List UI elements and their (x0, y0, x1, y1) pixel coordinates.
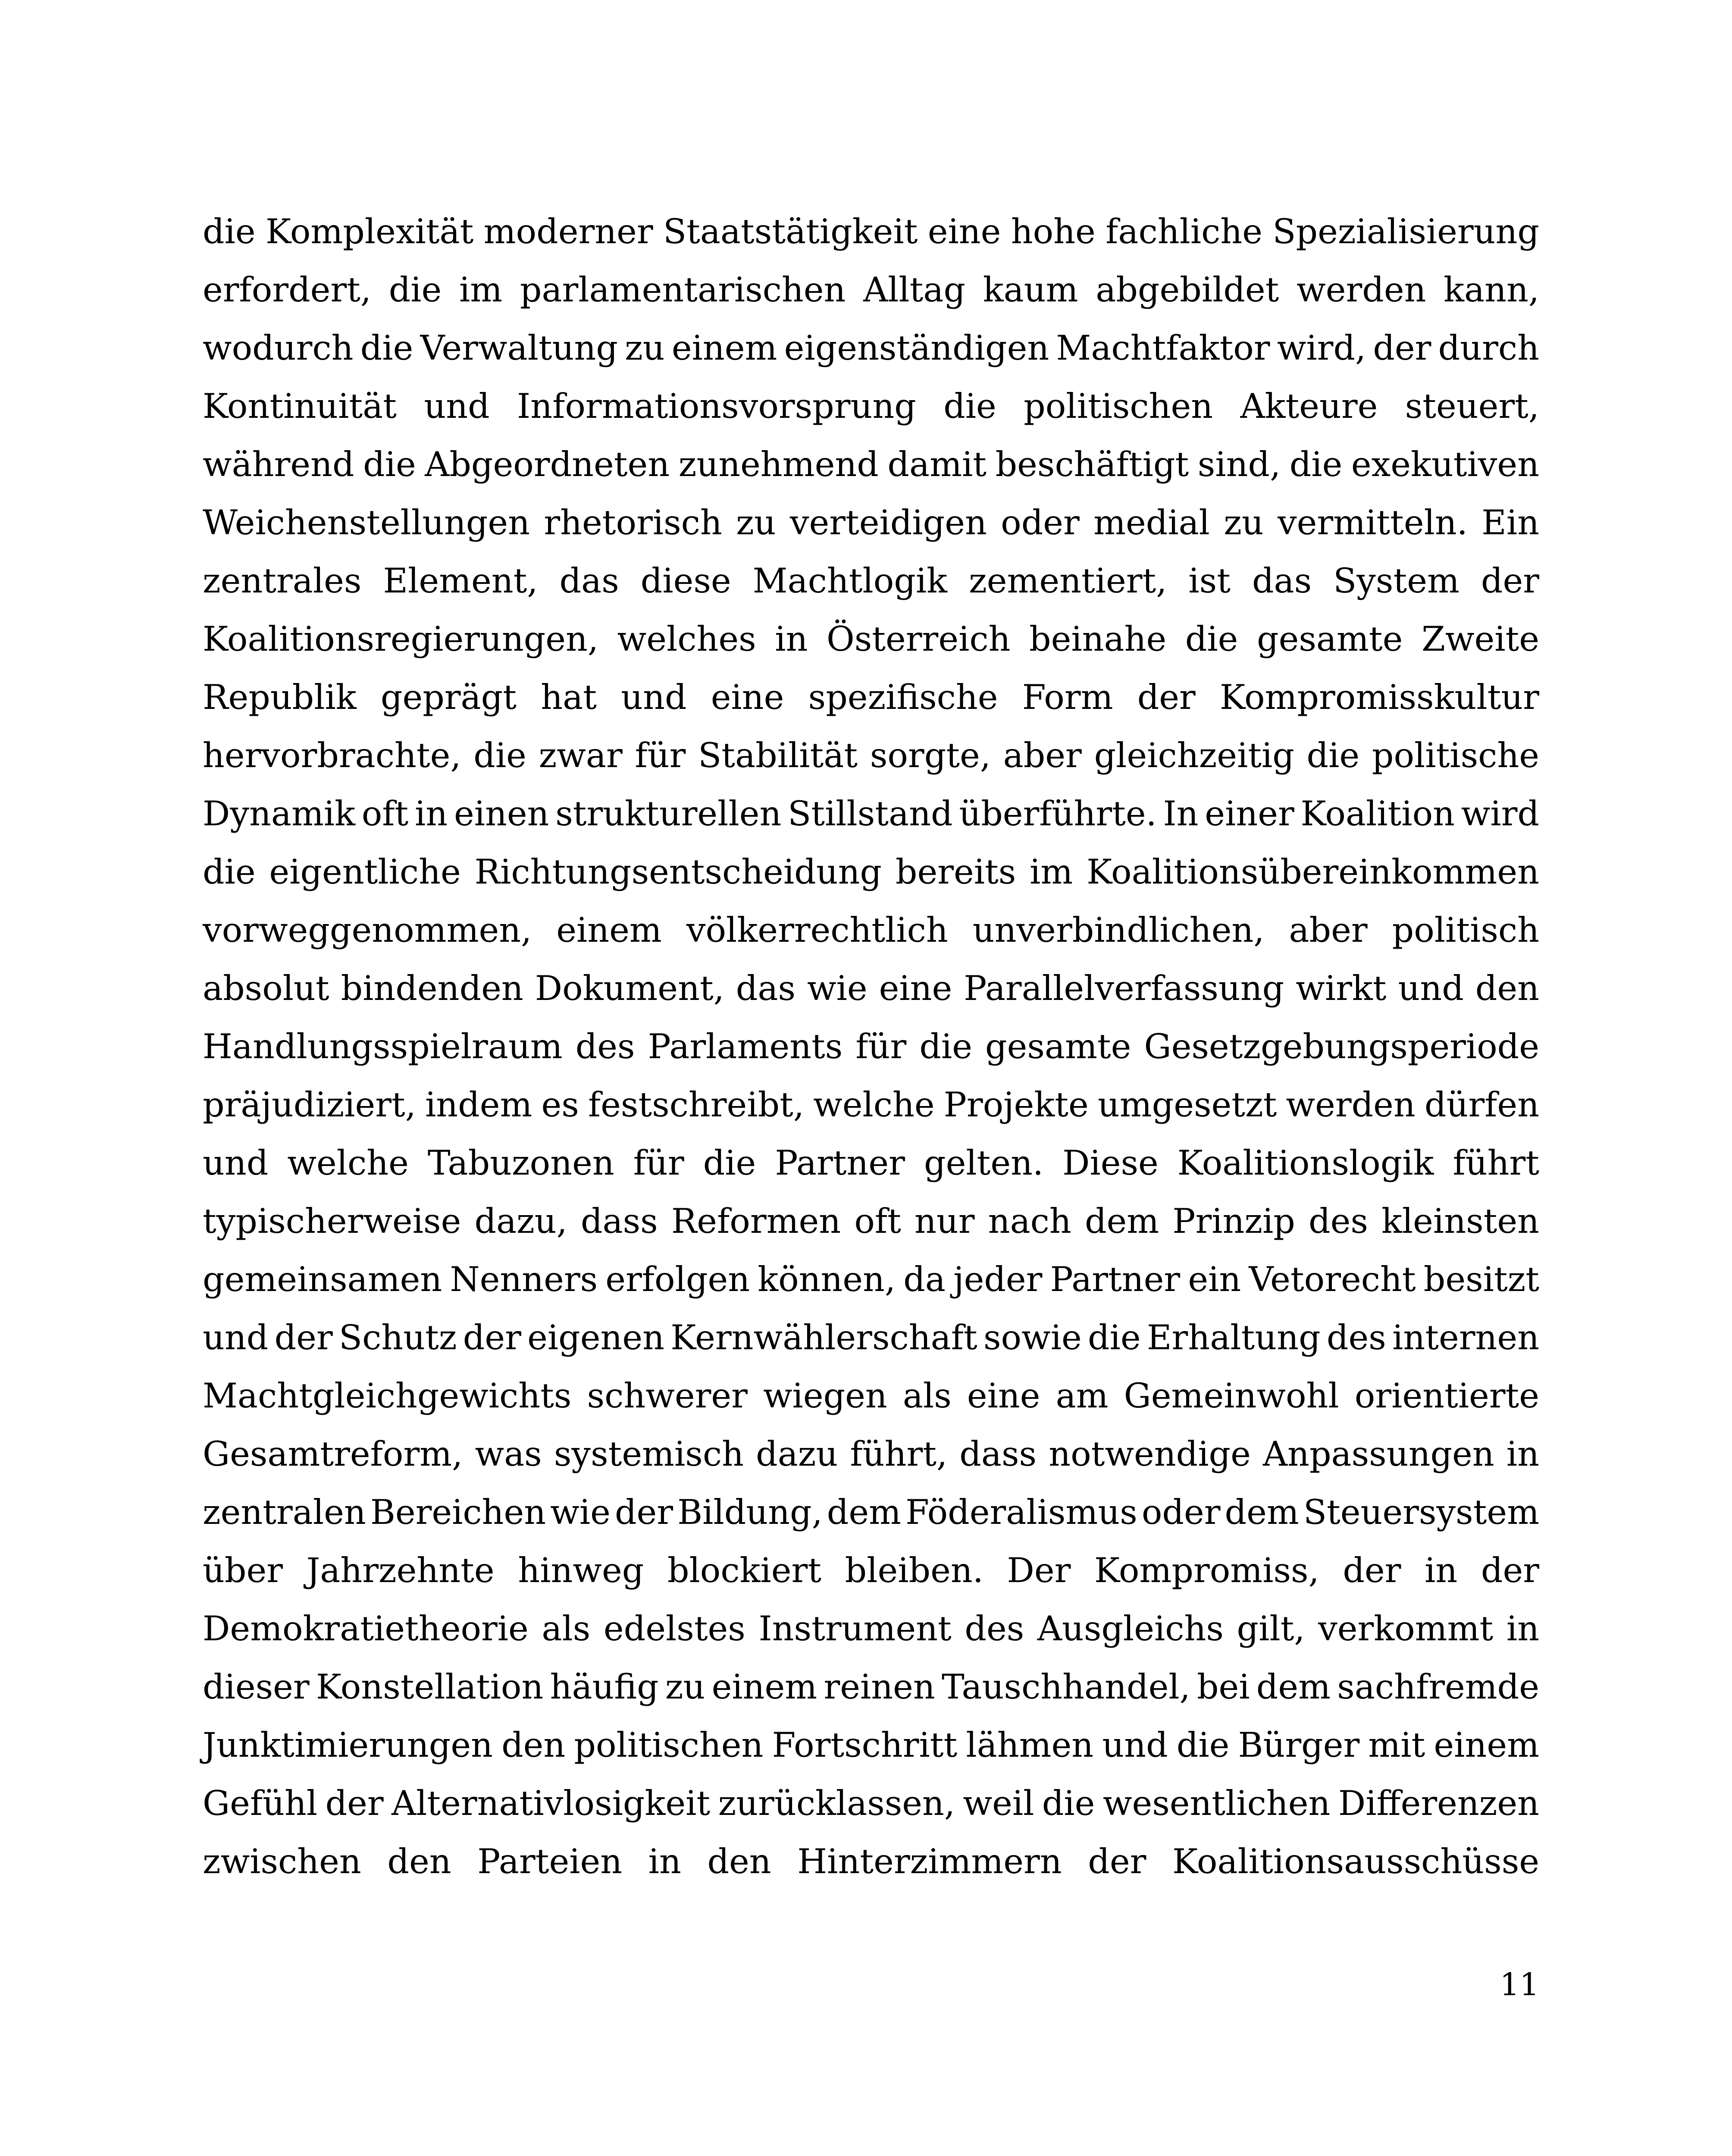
text-line: Republik geprägt hat und eine spezifische Form der Kompromisskultur (203, 677, 1539, 717)
text-line: zentralen Bereichen wie der Bildung, dem Föderalismus oder dem Steuersystem (203, 1492, 1539, 1532)
text-line: präjudiziert, indem es festschreibt, welche Projekte umgesetzt werden dürfen (203, 1085, 1539, 1125)
text-line: die eigentliche Richtungsentscheidung bereits im Koalitionsübereinkommen (203, 852, 1539, 892)
text-line: zentrales Element, das diese Machtlogik zementiert, ist das System der (203, 561, 1539, 601)
text-line: vorweggenommen, einem völkerrechtlich unverbindlichen, aber politisch (203, 910, 1539, 950)
text-line: erfordert, die im parlamentarischen Alltag kaum abgebildet werden kann, (203, 270, 1539, 310)
text-line: dieser Konstellation häufig zu einem reinen Tauschhandel, bei dem sachfremde (203, 1667, 1539, 1707)
text-line: hervorbrachte, die zwar für Stabilität sorgte, aber gleichzeitig die politische (203, 736, 1539, 775)
text-line: Gesamtreform, was systemisch dazu führt, dass notwendige Anpassungen in (203, 1434, 1539, 1474)
text-line: Koalitionsregierungen, welches in Österreich beinahe die gesamte Zweite (203, 619, 1539, 659)
text-line: und der Schutz der eigenen Kernwählerschaft sowie die Erhaltung des internen (203, 1318, 1539, 1357)
text-line: zwischen den Parteien in den Hinterzimmern der Koalitionsausschüsse (203, 1842, 1539, 1881)
text-line: Gefühl der Alternativlosigkeit zurücklassen, weil die wesentlichen Differenzen (203, 1783, 1539, 1823)
text-line: wodurch die Verwaltung zu einem eigenständigen Machtfaktor wird, der durch (203, 328, 1539, 368)
text-line: Handlungsspielraum des Parlaments für die gesamte Gesetzgebungsperiode (203, 1027, 1539, 1066)
text-line: und welche Tabuzonen für die Partner gelten. Diese Koalitionslogik führt (203, 1143, 1539, 1183)
text-line: Dynamik oft in einen strukturellen Stillstand überführte. In einer Koalition wird (203, 794, 1539, 834)
body-paragraph (203, 203, 1539, 1891)
text-line: während die Abgeordneten zunehmend damit beschäftigt sind, die exekutiven (203, 445, 1539, 484)
text-line: Demokratietheorie als edelstes Instrument des Ausgleichs gilt, verkommt in (203, 1609, 1539, 1648)
text-line: typischerweise dazu, dass Reformen oft nur nach dem Prinzip des kleinsten (203, 1201, 1539, 1241)
text-line: absolut bindenden Dokument, das wie eine Parallelverfassung wirkt und den (203, 968, 1539, 1008)
text-line: die Komplexität moderner Staatstätigkeit eine hohe fachliche Spezialisierung (203, 212, 1539, 251)
text-line: gemeinsamen Nenners erfolgen können, da jeder Partner ein Vetorecht besitzt (203, 1260, 1539, 1299)
text-line: Machtgleichgewichts schwerer wiegen als eine am Gemeinwohl orientierte (203, 1376, 1539, 1416)
text-line: Weichenstellungen rhetorisch zu verteidigen oder medial zu vermitteln. Ein (203, 503, 1539, 542)
text-line: Kontinuität und Informationsvorsprung die politischen Akteure steuert, (203, 386, 1539, 426)
page-number: 11 (1500, 1966, 1539, 2002)
text-line: Junktimierungen den politischen Fortschritt lähmen und die Bürger mit einem (203, 1725, 1539, 1765)
text-line: über Jahrzehnte hinweg blockiert bleiben. Der Kompromiss, der in der (203, 1551, 1539, 1590)
